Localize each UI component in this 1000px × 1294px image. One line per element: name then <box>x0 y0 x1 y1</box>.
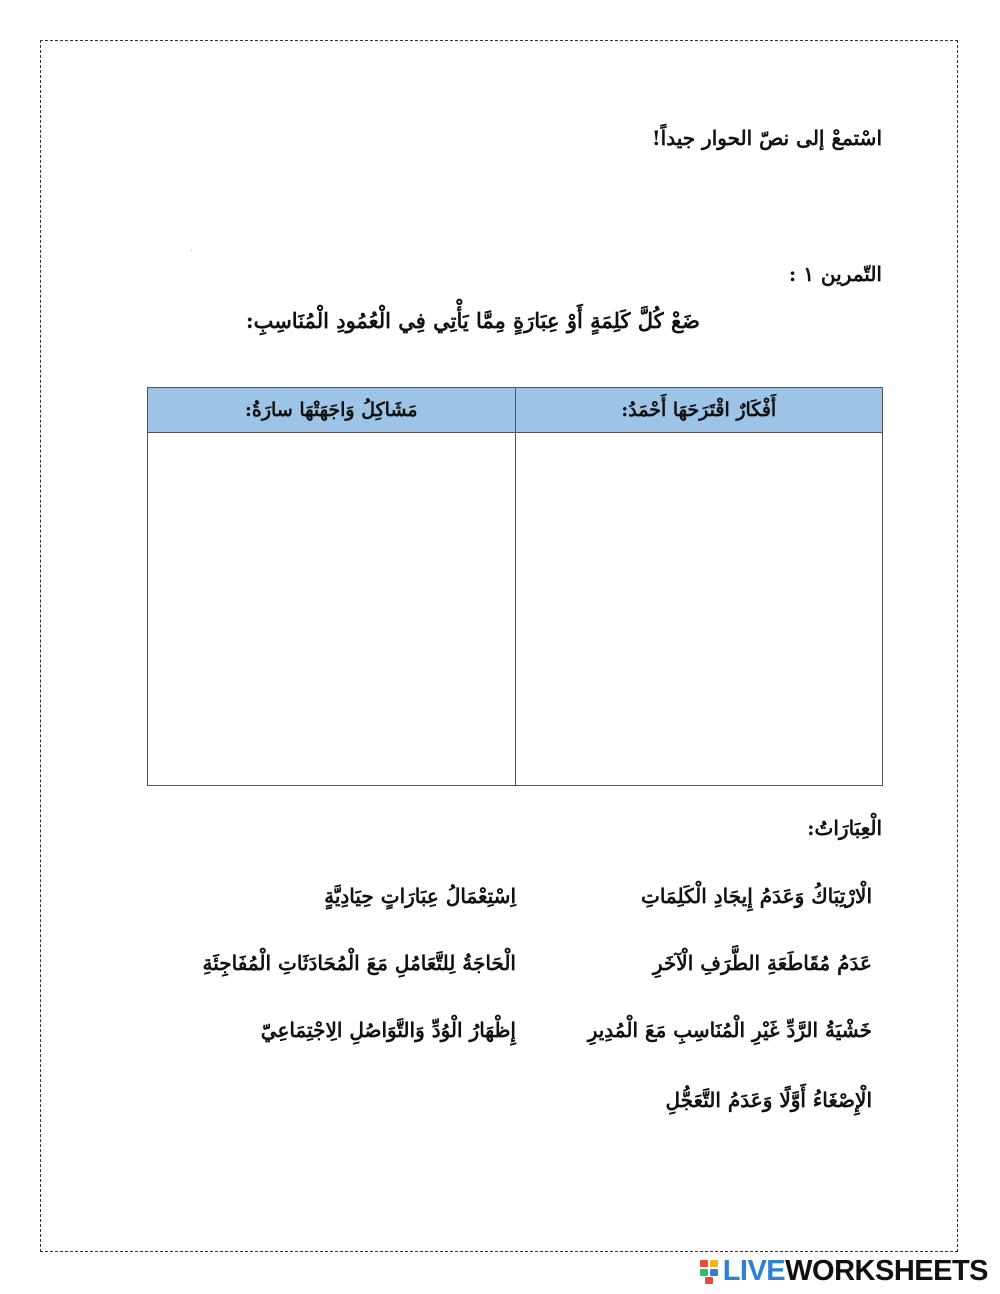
sorting-table <box>147 387 883 786</box>
phrase-item[interactable]: خَشْيَةُ الرَّدِّ غَيْرِ الْمُنَاسِبِ مَعَ الْمُدِيرِ <box>587 1018 872 1042</box>
phrase-item[interactable]: اِسْتِعْمَالُ عِبَارَاتٍ حِيَادِيَّةٍ <box>324 884 516 908</box>
listen-instruction: اسْتمعْ إلى نصّ الحوار جيداً! <box>651 126 882 150</box>
exercise-title: التّمرين ١ : <box>788 262 882 286</box>
phrase-item[interactable]: الْحَاجَةُ لِلتَّعَامُلِ مَعَ الْمُحَادَثَاتِ الْمُفَاجِئَةِ <box>202 951 516 975</box>
table-drop-row <box>148 433 883 786</box>
watermark-text-worksheets: WORKSHEETS <box>785 1254 988 1287</box>
column-header-ahmed-ideas: أَفْكَارٌ اقْتَرَحَهَا أَحْمَدُ: <box>515 388 883 433</box>
phrase-item[interactable]: الْارْتِبَاكُ وَعَدَمُ إِيجَادِ الْكَلِمَاتِ <box>641 884 872 908</box>
phrase-item[interactable]: عَدَمُ مُقَاطَعَةِ الطَّرَفِ الْآخَرِ <box>652 951 872 975</box>
phrase-item[interactable]: إِظْهَارُ الْوُدِّ وَالتَّوَاصُلِ الِاجْتِمَاعِيّ <box>260 1018 516 1042</box>
liveworksheets-watermark <box>700 1254 988 1288</box>
drop-zone-sara-problems[interactable] <box>148 433 516 786</box>
liveworksheets-logo-icon <box>700 1258 720 1284</box>
drop-zone-ahmed-ideas[interactable] <box>515 433 883 786</box>
stray-dot <box>191 250 192 251</box>
phrases-title: الْعِبَارَاتُ: <box>807 816 882 840</box>
exercise-prompt: ضَعْ كُلَّ كَلِمَةٍ أَوْ عِبَارَةٍ مِمَّا يَأْتِي فِي الْعُمُودِ الْمُنَاسِبِ: <box>245 308 700 333</box>
phrase-item[interactable]: الْإِصْغَاءُ أَوَّلًا وَعَدَمُ التَّعَجُّلِ <box>665 1088 872 1112</box>
column-header-sara-problems: مَشَاكِلُ وَاجَهَتْهَا سارَةُ: <box>148 388 516 433</box>
watermark-text-live: LIVE <box>722 1254 786 1287</box>
table-header-row <box>148 388 883 433</box>
